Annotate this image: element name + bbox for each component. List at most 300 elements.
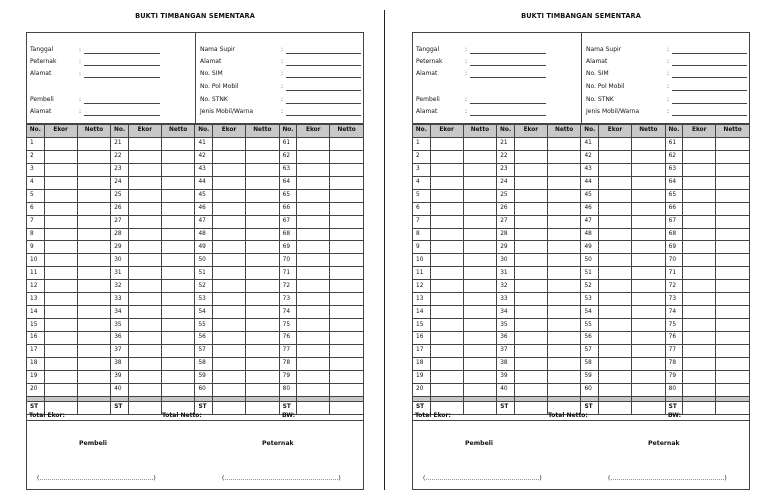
ekor-cell[interactable] — [44, 215, 77, 228]
ekor-cell[interactable] — [128, 137, 161, 150]
ekor-cell[interactable] — [44, 370, 77, 383]
netto-cell[interactable] — [463, 137, 497, 150]
ekor-cell[interactable] — [213, 150, 246, 163]
netto-cell[interactable] — [547, 137, 581, 150]
netto-cell[interactable] — [716, 189, 750, 202]
ekor-cell[interactable] — [430, 150, 463, 163]
ekor-cell[interactable] — [430, 241, 463, 254]
netto-cell[interactable] — [463, 370, 497, 383]
netto-cell[interactable] — [161, 176, 195, 189]
field-blank[interactable] — [84, 103, 160, 104]
netto-cell[interactable] — [330, 306, 364, 319]
netto-cell[interactable] — [632, 189, 666, 202]
field-blank[interactable] — [286, 115, 361, 116]
ekor-cell[interactable] — [297, 383, 330, 396]
netto-cell[interactable] — [463, 383, 497, 396]
netto-cell[interactable] — [463, 357, 497, 370]
field-blank[interactable] — [672, 90, 747, 91]
netto-cell[interactable] — [716, 215, 750, 228]
ekor-cell[interactable] — [297, 319, 330, 332]
ekor-cell[interactable] — [213, 163, 246, 176]
netto-cell[interactable] — [161, 163, 195, 176]
ekor-cell[interactable] — [44, 150, 77, 163]
netto-cell[interactable] — [547, 357, 581, 370]
netto-cell[interactable] — [632, 280, 666, 293]
buyer-signature-line[interactable]: (…………………………………………………) — [37, 475, 156, 482]
netto-cell[interactable] — [632, 306, 666, 319]
ekor-cell[interactable] — [683, 370, 716, 383]
netto-cell[interactable] — [716, 176, 750, 189]
ekor-cell[interactable] — [430, 202, 463, 215]
netto-cell[interactable] — [716, 344, 750, 357]
field-blank[interactable] — [286, 53, 361, 54]
ekor-cell[interactable] — [297, 370, 330, 383]
ekor-cell[interactable] — [128, 163, 161, 176]
ekor-cell[interactable] — [128, 267, 161, 280]
ekor-cell[interactable] — [297, 332, 330, 345]
netto-cell[interactable] — [632, 215, 666, 228]
netto-cell[interactable] — [716, 137, 750, 150]
ekor-cell[interactable] — [430, 254, 463, 267]
ekor-cell[interactable] — [128, 189, 161, 202]
ekor-cell[interactable] — [44, 293, 77, 306]
ekor-cell[interactable] — [683, 189, 716, 202]
netto-cell[interactable] — [330, 137, 364, 150]
netto-cell[interactable] — [632, 267, 666, 280]
ekor-cell[interactable] — [514, 241, 547, 254]
ekor-cell[interactable] — [128, 215, 161, 228]
field-blank[interactable] — [470, 103, 546, 104]
netto-cell[interactable] — [463, 267, 497, 280]
netto-cell[interactable] — [547, 228, 581, 241]
ekor-cell[interactable] — [213, 280, 246, 293]
ekor-cell[interactable] — [44, 332, 77, 345]
ekor-cell[interactable] — [599, 189, 632, 202]
netto-cell[interactable] — [547, 150, 581, 163]
ekor-cell[interactable] — [430, 228, 463, 241]
netto-cell[interactable] — [463, 215, 497, 228]
netto-cell[interactable] — [161, 280, 195, 293]
ekor-cell[interactable] — [213, 189, 246, 202]
field-blank[interactable] — [84, 65, 160, 66]
ekor-cell[interactable] — [44, 254, 77, 267]
netto-cell[interactable] — [246, 306, 280, 319]
ekor-cell[interactable] — [44, 228, 77, 241]
netto-cell[interactable] — [77, 163, 111, 176]
netto-cell[interactable] — [547, 254, 581, 267]
ekor-cell[interactable] — [599, 306, 632, 319]
ekor-cell[interactable] — [213, 202, 246, 215]
netto-cell[interactable] — [77, 241, 111, 254]
netto-cell[interactable] — [716, 370, 750, 383]
ekor-cell[interactable] — [44, 267, 77, 280]
netto-cell[interactable] — [547, 202, 581, 215]
netto-cell[interactable] — [77, 215, 111, 228]
netto-cell[interactable] — [77, 254, 111, 267]
netto-cell[interactable] — [463, 241, 497, 254]
netto-cell[interactable] — [161, 228, 195, 241]
netto-cell[interactable] — [632, 202, 666, 215]
ekor-cell[interactable] — [44, 357, 77, 370]
ekor-cell[interactable] — [599, 150, 632, 163]
ekor-cell[interactable] — [683, 215, 716, 228]
netto-cell[interactable] — [161, 370, 195, 383]
netto-cell[interactable] — [246, 267, 280, 280]
netto-cell[interactable] — [77, 370, 111, 383]
netto-cell[interactable] — [330, 332, 364, 345]
ekor-cell[interactable] — [683, 254, 716, 267]
netto-cell[interactable] — [77, 332, 111, 345]
ekor-cell[interactable] — [683, 228, 716, 241]
ekor-cell[interactable] — [128, 176, 161, 189]
netto-cell[interactable] — [716, 163, 750, 176]
ekor-cell[interactable] — [430, 267, 463, 280]
ekor-cell[interactable] — [128, 344, 161, 357]
netto-cell[interactable] — [463, 280, 497, 293]
netto-cell[interactable] — [716, 202, 750, 215]
ekor-cell[interactable] — [213, 306, 246, 319]
ekor-cell[interactable] — [430, 215, 463, 228]
farmer-signature-line[interactable]: (…………………………………………………) — [608, 475, 727, 482]
netto-cell[interactable] — [77, 202, 111, 215]
field-blank[interactable] — [470, 65, 546, 66]
ekor-cell[interactable] — [430, 344, 463, 357]
ekor-cell[interactable] — [128, 319, 161, 332]
netto-cell[interactable] — [161, 215, 195, 228]
netto-cell[interactable] — [246, 293, 280, 306]
ekor-cell[interactable] — [44, 163, 77, 176]
field-blank[interactable] — [672, 103, 747, 104]
ekor-cell[interactable] — [514, 383, 547, 396]
ekor-cell[interactable] — [599, 176, 632, 189]
netto-cell[interactable] — [547, 241, 581, 254]
netto-cell[interactable] — [77, 383, 111, 396]
netto-cell[interactable] — [632, 228, 666, 241]
netto-cell[interactable] — [161, 267, 195, 280]
ekor-cell[interactable] — [683, 344, 716, 357]
netto-cell[interactable] — [161, 293, 195, 306]
ekor-cell[interactable] — [297, 241, 330, 254]
field-blank[interactable] — [286, 90, 361, 91]
ekor-cell[interactable] — [599, 202, 632, 215]
ekor-cell[interactable] — [430, 383, 463, 396]
netto-cell[interactable] — [463, 176, 497, 189]
field-blank[interactable] — [286, 77, 361, 78]
ekor-cell[interactable] — [514, 202, 547, 215]
ekor-cell[interactable] — [514, 215, 547, 228]
netto-cell[interactable] — [246, 383, 280, 396]
netto-cell[interactable] — [246, 202, 280, 215]
ekor-cell[interactable] — [297, 176, 330, 189]
netto-cell[interactable] — [161, 344, 195, 357]
ekor-cell[interactable] — [213, 332, 246, 345]
ekor-cell[interactable] — [430, 332, 463, 345]
field-blank[interactable] — [286, 103, 361, 104]
ekor-cell[interactable] — [128, 370, 161, 383]
netto-cell[interactable] — [463, 228, 497, 241]
netto-cell[interactable] — [77, 293, 111, 306]
netto-cell[interactable] — [632, 383, 666, 396]
netto-cell[interactable] — [161, 306, 195, 319]
netto-cell[interactable] — [716, 332, 750, 345]
netto-cell[interactable] — [161, 189, 195, 202]
netto-cell[interactable] — [330, 280, 364, 293]
netto-cell[interactable] — [547, 189, 581, 202]
netto-cell[interactable] — [77, 280, 111, 293]
ekor-cell[interactable] — [297, 344, 330, 357]
ekor-cell[interactable] — [213, 215, 246, 228]
ekor-cell[interactable] — [297, 280, 330, 293]
ekor-cell[interactable] — [514, 344, 547, 357]
netto-cell[interactable] — [246, 254, 280, 267]
netto-cell[interactable] — [716, 241, 750, 254]
ekor-cell[interactable] — [599, 137, 632, 150]
buyer-signature-line[interactable]: (…………………………………………………) — [423, 475, 542, 482]
ekor-cell[interactable] — [297, 267, 330, 280]
netto-cell[interactable] — [246, 332, 280, 345]
netto-cell[interactable] — [246, 137, 280, 150]
ekor-cell[interactable] — [430, 280, 463, 293]
ekor-cell[interactable] — [128, 254, 161, 267]
ekor-cell[interactable] — [514, 163, 547, 176]
ekor-cell[interactable] — [297, 163, 330, 176]
ekor-cell[interactable] — [213, 293, 246, 306]
netto-cell[interactable] — [716, 383, 750, 396]
netto-cell[interactable] — [547, 176, 581, 189]
netto-cell[interactable] — [161, 332, 195, 345]
ekor-cell[interactable] — [213, 254, 246, 267]
netto-cell[interactable] — [246, 319, 280, 332]
netto-cell[interactable] — [161, 319, 195, 332]
netto-cell[interactable] — [632, 241, 666, 254]
netto-cell[interactable] — [330, 344, 364, 357]
field-blank[interactable] — [84, 53, 160, 54]
netto-cell[interactable] — [463, 163, 497, 176]
field-blank[interactable] — [84, 77, 160, 78]
ekor-cell[interactable] — [213, 228, 246, 241]
netto-cell[interactable] — [716, 293, 750, 306]
ekor-cell[interactable] — [514, 228, 547, 241]
ekor-cell[interactable] — [599, 215, 632, 228]
netto-cell[interactable] — [463, 344, 497, 357]
ekor-cell[interactable] — [683, 357, 716, 370]
ekor-cell[interactable] — [514, 332, 547, 345]
netto-cell[interactable] — [463, 254, 497, 267]
field-blank[interactable] — [84, 115, 160, 116]
netto-cell[interactable] — [161, 254, 195, 267]
netto-cell[interactable] — [246, 150, 280, 163]
netto-cell[interactable] — [77, 319, 111, 332]
ekor-cell[interactable] — [514, 267, 547, 280]
ekor-cell[interactable] — [514, 280, 547, 293]
netto-cell[interactable] — [77, 344, 111, 357]
ekor-cell[interactable] — [44, 383, 77, 396]
netto-cell[interactable] — [330, 176, 364, 189]
netto-cell[interactable] — [632, 357, 666, 370]
farmer-signature-line[interactable]: (…………………………………………………) — [222, 475, 341, 482]
ekor-cell[interactable] — [297, 137, 330, 150]
ekor-cell[interactable] — [599, 319, 632, 332]
ekor-cell[interactable] — [44, 306, 77, 319]
ekor-cell[interactable] — [683, 176, 716, 189]
ekor-cell[interactable] — [683, 319, 716, 332]
ekor-cell[interactable] — [44, 202, 77, 215]
netto-cell[interactable] — [246, 357, 280, 370]
netto-cell[interactable] — [246, 280, 280, 293]
netto-cell[interactable] — [716, 280, 750, 293]
ekor-cell[interactable] — [683, 383, 716, 396]
ekor-cell[interactable] — [128, 306, 161, 319]
netto-cell[interactable] — [632, 137, 666, 150]
ekor-cell[interactable] — [683, 280, 716, 293]
ekor-cell[interactable] — [599, 293, 632, 306]
ekor-cell[interactable] — [44, 241, 77, 254]
ekor-cell[interactable] — [683, 267, 716, 280]
ekor-cell[interactable] — [430, 370, 463, 383]
netto-cell[interactable] — [77, 306, 111, 319]
netto-cell[interactable] — [547, 332, 581, 345]
netto-cell[interactable] — [547, 280, 581, 293]
netto-cell[interactable] — [547, 370, 581, 383]
ekor-cell[interactable] — [297, 254, 330, 267]
netto-cell[interactable] — [463, 202, 497, 215]
netto-cell[interactable] — [632, 176, 666, 189]
netto-cell[interactable] — [330, 293, 364, 306]
ekor-cell[interactable] — [514, 176, 547, 189]
ekor-cell[interactable] — [128, 383, 161, 396]
netto-cell[interactable] — [161, 137, 195, 150]
field-blank[interactable] — [672, 65, 747, 66]
ekor-cell[interactable] — [514, 150, 547, 163]
ekor-cell[interactable] — [430, 163, 463, 176]
ekor-cell[interactable] — [297, 228, 330, 241]
ekor-cell[interactable] — [297, 215, 330, 228]
netto-cell[interactable] — [547, 306, 581, 319]
netto-cell[interactable] — [632, 293, 666, 306]
netto-cell[interactable] — [161, 202, 195, 215]
ekor-cell[interactable] — [683, 202, 716, 215]
netto-cell[interactable] — [632, 332, 666, 345]
ekor-cell[interactable] — [297, 150, 330, 163]
netto-cell[interactable] — [547, 215, 581, 228]
netto-cell[interactable] — [330, 383, 364, 396]
netto-cell[interactable] — [632, 254, 666, 267]
ekor-cell[interactable] — [514, 189, 547, 202]
ekor-cell[interactable] — [44, 319, 77, 332]
netto-cell[interactable] — [547, 293, 581, 306]
netto-cell[interactable] — [463, 306, 497, 319]
netto-cell[interactable] — [547, 319, 581, 332]
netto-cell[interactable] — [716, 228, 750, 241]
netto-cell[interactable] — [330, 163, 364, 176]
ekor-cell[interactable] — [599, 332, 632, 345]
ekor-cell[interactable] — [128, 332, 161, 345]
ekor-cell[interactable] — [128, 280, 161, 293]
ekor-cell[interactable] — [514, 137, 547, 150]
ekor-cell[interactable] — [599, 357, 632, 370]
ekor-cell[interactable] — [213, 176, 246, 189]
ekor-cell[interactable] — [683, 163, 716, 176]
ekor-cell[interactable] — [683, 332, 716, 345]
ekor-cell[interactable] — [599, 254, 632, 267]
field-blank[interactable] — [470, 115, 546, 116]
ekor-cell[interactable] — [44, 176, 77, 189]
ekor-cell[interactable] — [213, 370, 246, 383]
netto-cell[interactable] — [246, 344, 280, 357]
ekor-cell[interactable] — [128, 357, 161, 370]
netto-cell[interactable] — [632, 163, 666, 176]
field-blank[interactable] — [672, 77, 747, 78]
netto-cell[interactable] — [330, 254, 364, 267]
ekor-cell[interactable] — [128, 150, 161, 163]
netto-cell[interactable] — [330, 370, 364, 383]
netto-cell[interactable] — [77, 150, 111, 163]
field-blank[interactable] — [470, 77, 546, 78]
field-blank[interactable] — [672, 115, 747, 116]
netto-cell[interactable] — [330, 215, 364, 228]
ekor-cell[interactable] — [514, 306, 547, 319]
netto-cell[interactable] — [330, 228, 364, 241]
ekor-cell[interactable] — [213, 267, 246, 280]
netto-cell[interactable] — [246, 241, 280, 254]
ekor-cell[interactable] — [297, 189, 330, 202]
netto-cell[interactable] — [77, 228, 111, 241]
ekor-cell[interactable] — [213, 383, 246, 396]
ekor-cell[interactable] — [514, 293, 547, 306]
netto-cell[interactable] — [463, 293, 497, 306]
ekor-cell[interactable] — [683, 150, 716, 163]
netto-cell[interactable] — [330, 189, 364, 202]
netto-cell[interactable] — [77, 137, 111, 150]
netto-cell[interactable] — [330, 357, 364, 370]
ekor-cell[interactable] — [514, 319, 547, 332]
ekor-cell[interactable] — [430, 137, 463, 150]
field-blank[interactable] — [286, 65, 361, 66]
ekor-cell[interactable] — [599, 344, 632, 357]
ekor-cell[interactable] — [213, 241, 246, 254]
ekor-cell[interactable] — [213, 137, 246, 150]
ekor-cell[interactable] — [599, 280, 632, 293]
netto-cell[interactable] — [463, 150, 497, 163]
ekor-cell[interactable] — [430, 319, 463, 332]
netto-cell[interactable] — [716, 319, 750, 332]
netto-cell[interactable] — [246, 176, 280, 189]
ekor-cell[interactable] — [599, 267, 632, 280]
ekor-cell[interactable] — [430, 189, 463, 202]
ekor-cell[interactable] — [599, 383, 632, 396]
netto-cell[interactable] — [716, 357, 750, 370]
netto-cell[interactable] — [716, 150, 750, 163]
netto-cell[interactable] — [77, 176, 111, 189]
netto-cell[interactable] — [547, 383, 581, 396]
netto-cell[interactable] — [330, 202, 364, 215]
ekor-cell[interactable] — [683, 241, 716, 254]
netto-cell[interactable] — [330, 319, 364, 332]
ekor-cell[interactable] — [514, 370, 547, 383]
ekor-cell[interactable] — [599, 241, 632, 254]
netto-cell[interactable] — [161, 150, 195, 163]
netto-cell[interactable] — [330, 241, 364, 254]
ekor-cell[interactable] — [683, 137, 716, 150]
ekor-cell[interactable] — [297, 357, 330, 370]
ekor-cell[interactable] — [128, 241, 161, 254]
netto-cell[interactable] — [463, 319, 497, 332]
ekor-cell[interactable] — [213, 357, 246, 370]
ekor-cell[interactable] — [297, 202, 330, 215]
netto-cell[interactable] — [246, 163, 280, 176]
ekor-cell[interactable] — [430, 293, 463, 306]
field-blank[interactable] — [470, 53, 546, 54]
